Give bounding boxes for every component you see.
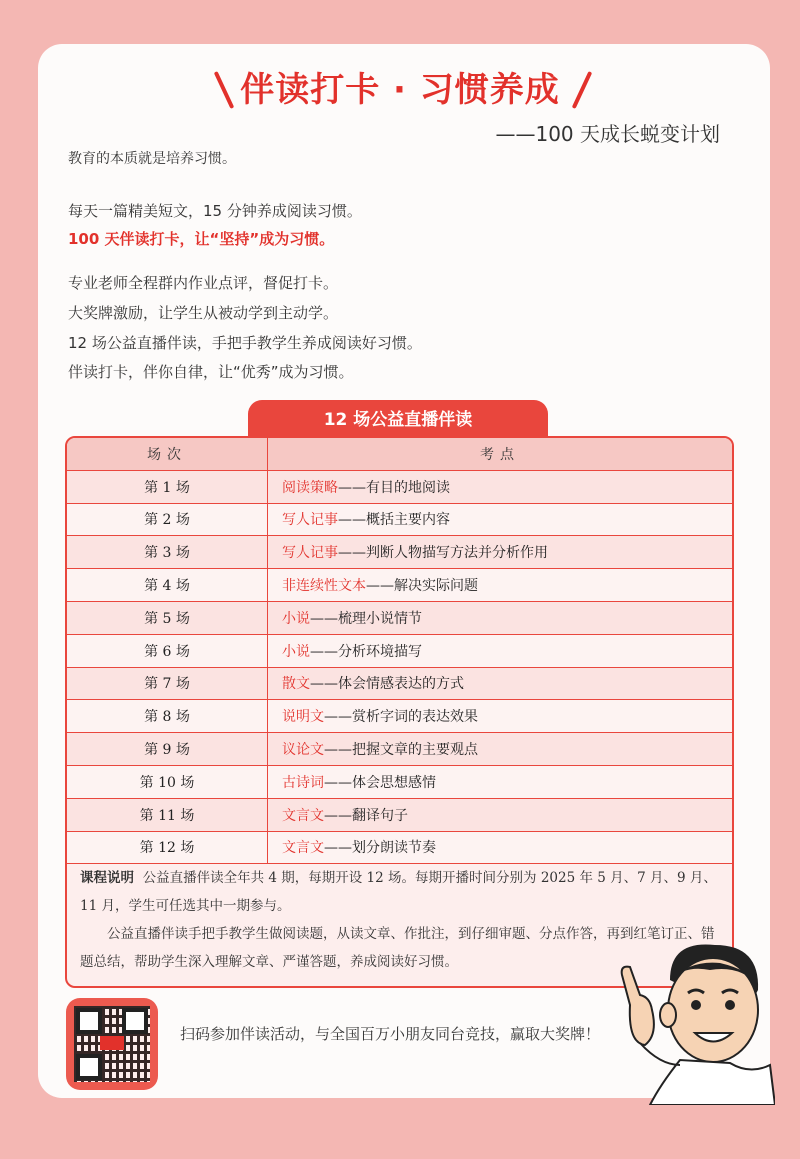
topic-detail: ——梳理小说情节 (310, 610, 422, 627)
topic-type: 写人记事 (282, 545, 338, 562)
session-cell: 第 10 场 (67, 765, 268, 798)
topic-detail: ——解决实际问题 (366, 578, 478, 595)
session-cell: 第 8 场 (67, 700, 268, 733)
intro-line-5: 大奖牌激励，让学生从被动学到主动学。 (68, 304, 339, 322)
session-cell: 第 2 场 (67, 503, 268, 536)
qr-code[interactable] (66, 998, 158, 1090)
qr-finder-bottom-left (76, 1054, 102, 1080)
table-row (67, 831, 732, 864)
session-cell: 第 11 场 (67, 798, 268, 831)
page-subtitle: ——100 天成长蜕变计划 (495, 122, 720, 146)
session-cell: 第 3 场 (67, 536, 268, 569)
qr-center-logo (100, 1036, 124, 1050)
topic-type: 散文 (282, 676, 310, 693)
qr-finder-top-left (76, 1008, 102, 1034)
intro-line-2: 每天一篇精美短文，15 分钟养成阅读习惯。 (68, 202, 362, 220)
topic-detail: ——把握文章的主要观点 (324, 742, 478, 759)
notes-paragraph-1 (80, 864, 720, 920)
topic-type: 阅读策略 (282, 479, 338, 496)
topic-detail: ——体会思想感情 (324, 774, 436, 791)
table-tab-label: 12 场公益直播伴读 (248, 400, 548, 438)
table-row (67, 765, 732, 798)
topic-detail: ——分析环境描写 (310, 643, 422, 660)
topic-detail: ——概括主要内容 (338, 512, 450, 529)
topic-type: 说明文 (282, 709, 324, 726)
notes-text-1: 公益直播伴读全年共 4 期，每期开设 12 场。每期开播时间分别为 2025 年 5 月、7 月、9 月、11 月，学生可任选其中一期参与。 (80, 870, 717, 914)
table-row (67, 733, 732, 766)
notes-label: 课程说明 (80, 870, 134, 886)
intro-line-1: 教育的本质就是培养习惯。 (68, 151, 236, 167)
session-cell: 第 7 场 (67, 667, 268, 700)
topic-detail: ——赏析字词的表达效果 (324, 709, 478, 726)
table-row (67, 667, 732, 700)
topic-cell (268, 667, 733, 700)
table-row (67, 503, 732, 536)
intro-line-4: 专业老师全程群内作业点评，督促打卡。 (68, 274, 339, 292)
session-cell: 第 4 场 (67, 569, 268, 602)
intro-line-6: 12 场公益直播伴读，手把手教学生养成阅读好习惯。 (68, 334, 422, 352)
topic-type: 文言文 (282, 807, 324, 824)
topic-cell (268, 601, 733, 634)
session-cell: 第 6 场 (67, 634, 268, 667)
topic-detail: ——体会情感表达的方式 (310, 676, 464, 693)
topic-detail: ——判断人物描写方法并分析作用 (338, 545, 548, 562)
topic-cell (268, 733, 733, 766)
topic-cell (268, 569, 733, 602)
page-title: 伴读打卡 · 习惯养成 (240, 70, 560, 110)
title-row (0, 62, 800, 112)
topic-cell (268, 765, 733, 798)
table-row (67, 569, 732, 602)
topic-detail: ——有目的地阅读 (338, 479, 450, 496)
topic-type: 议论文 (282, 742, 324, 759)
session-cell: 第 12 场 (67, 831, 268, 864)
topic-type: 写人记事 (282, 512, 338, 529)
topic-type: 非连续性文本 (282, 578, 366, 595)
table-row (67, 634, 732, 667)
table-row (67, 798, 732, 831)
intro-line-3: 100 天伴读打卡，让“坚持”成为习惯。 (68, 230, 335, 248)
topic-type: 文言文 (282, 840, 324, 857)
notes-paragraph-2: 公益直播伴读手把手教学生做阅读题，从读文章、作批注，到仔细审题、分点作答，再到红笔订正、错题总结，帮助学生深入理解文章、严谨答题，养成阅读好习惯。 (80, 926, 715, 970)
topic-type: 古诗词 (282, 774, 324, 791)
topic-cell (268, 798, 733, 831)
topic-cell (268, 634, 733, 667)
topic-type: 小说 (282, 610, 310, 627)
session-cell: 第 1 场 (67, 470, 268, 503)
topic-detail: ——划分朗读节奏 (324, 840, 436, 857)
table-row (67, 470, 732, 503)
intro-line-7: 伴读打卡，伴你自律，让“优秀”成为习惯。 (68, 363, 354, 381)
topic-cell (268, 536, 733, 569)
topic-cell (268, 470, 733, 503)
topic-cell (268, 503, 733, 536)
column-header-topic: 考点 (268, 438, 733, 470)
topic-cell (268, 700, 733, 733)
table-row (67, 536, 732, 569)
session-cell: 第 5 场 (67, 601, 268, 634)
topic-detail: ——翻译句子 (324, 807, 408, 824)
topic-type: 小说 (282, 643, 310, 660)
table-row (67, 700, 732, 733)
table-row (67, 601, 732, 634)
cartoon-boy-mascot-icon (600, 935, 775, 1105)
column-header-session: 场次 (67, 438, 268, 470)
topic-cell (268, 831, 733, 864)
qr-finder-top-right (122, 1008, 148, 1034)
session-cell: 第 9 场 (67, 733, 268, 766)
scan-invite-text: 扫码参加伴读活动，与全国百万小朋友同台竞技，赢取大奖牌！ (180, 1025, 601, 1043)
